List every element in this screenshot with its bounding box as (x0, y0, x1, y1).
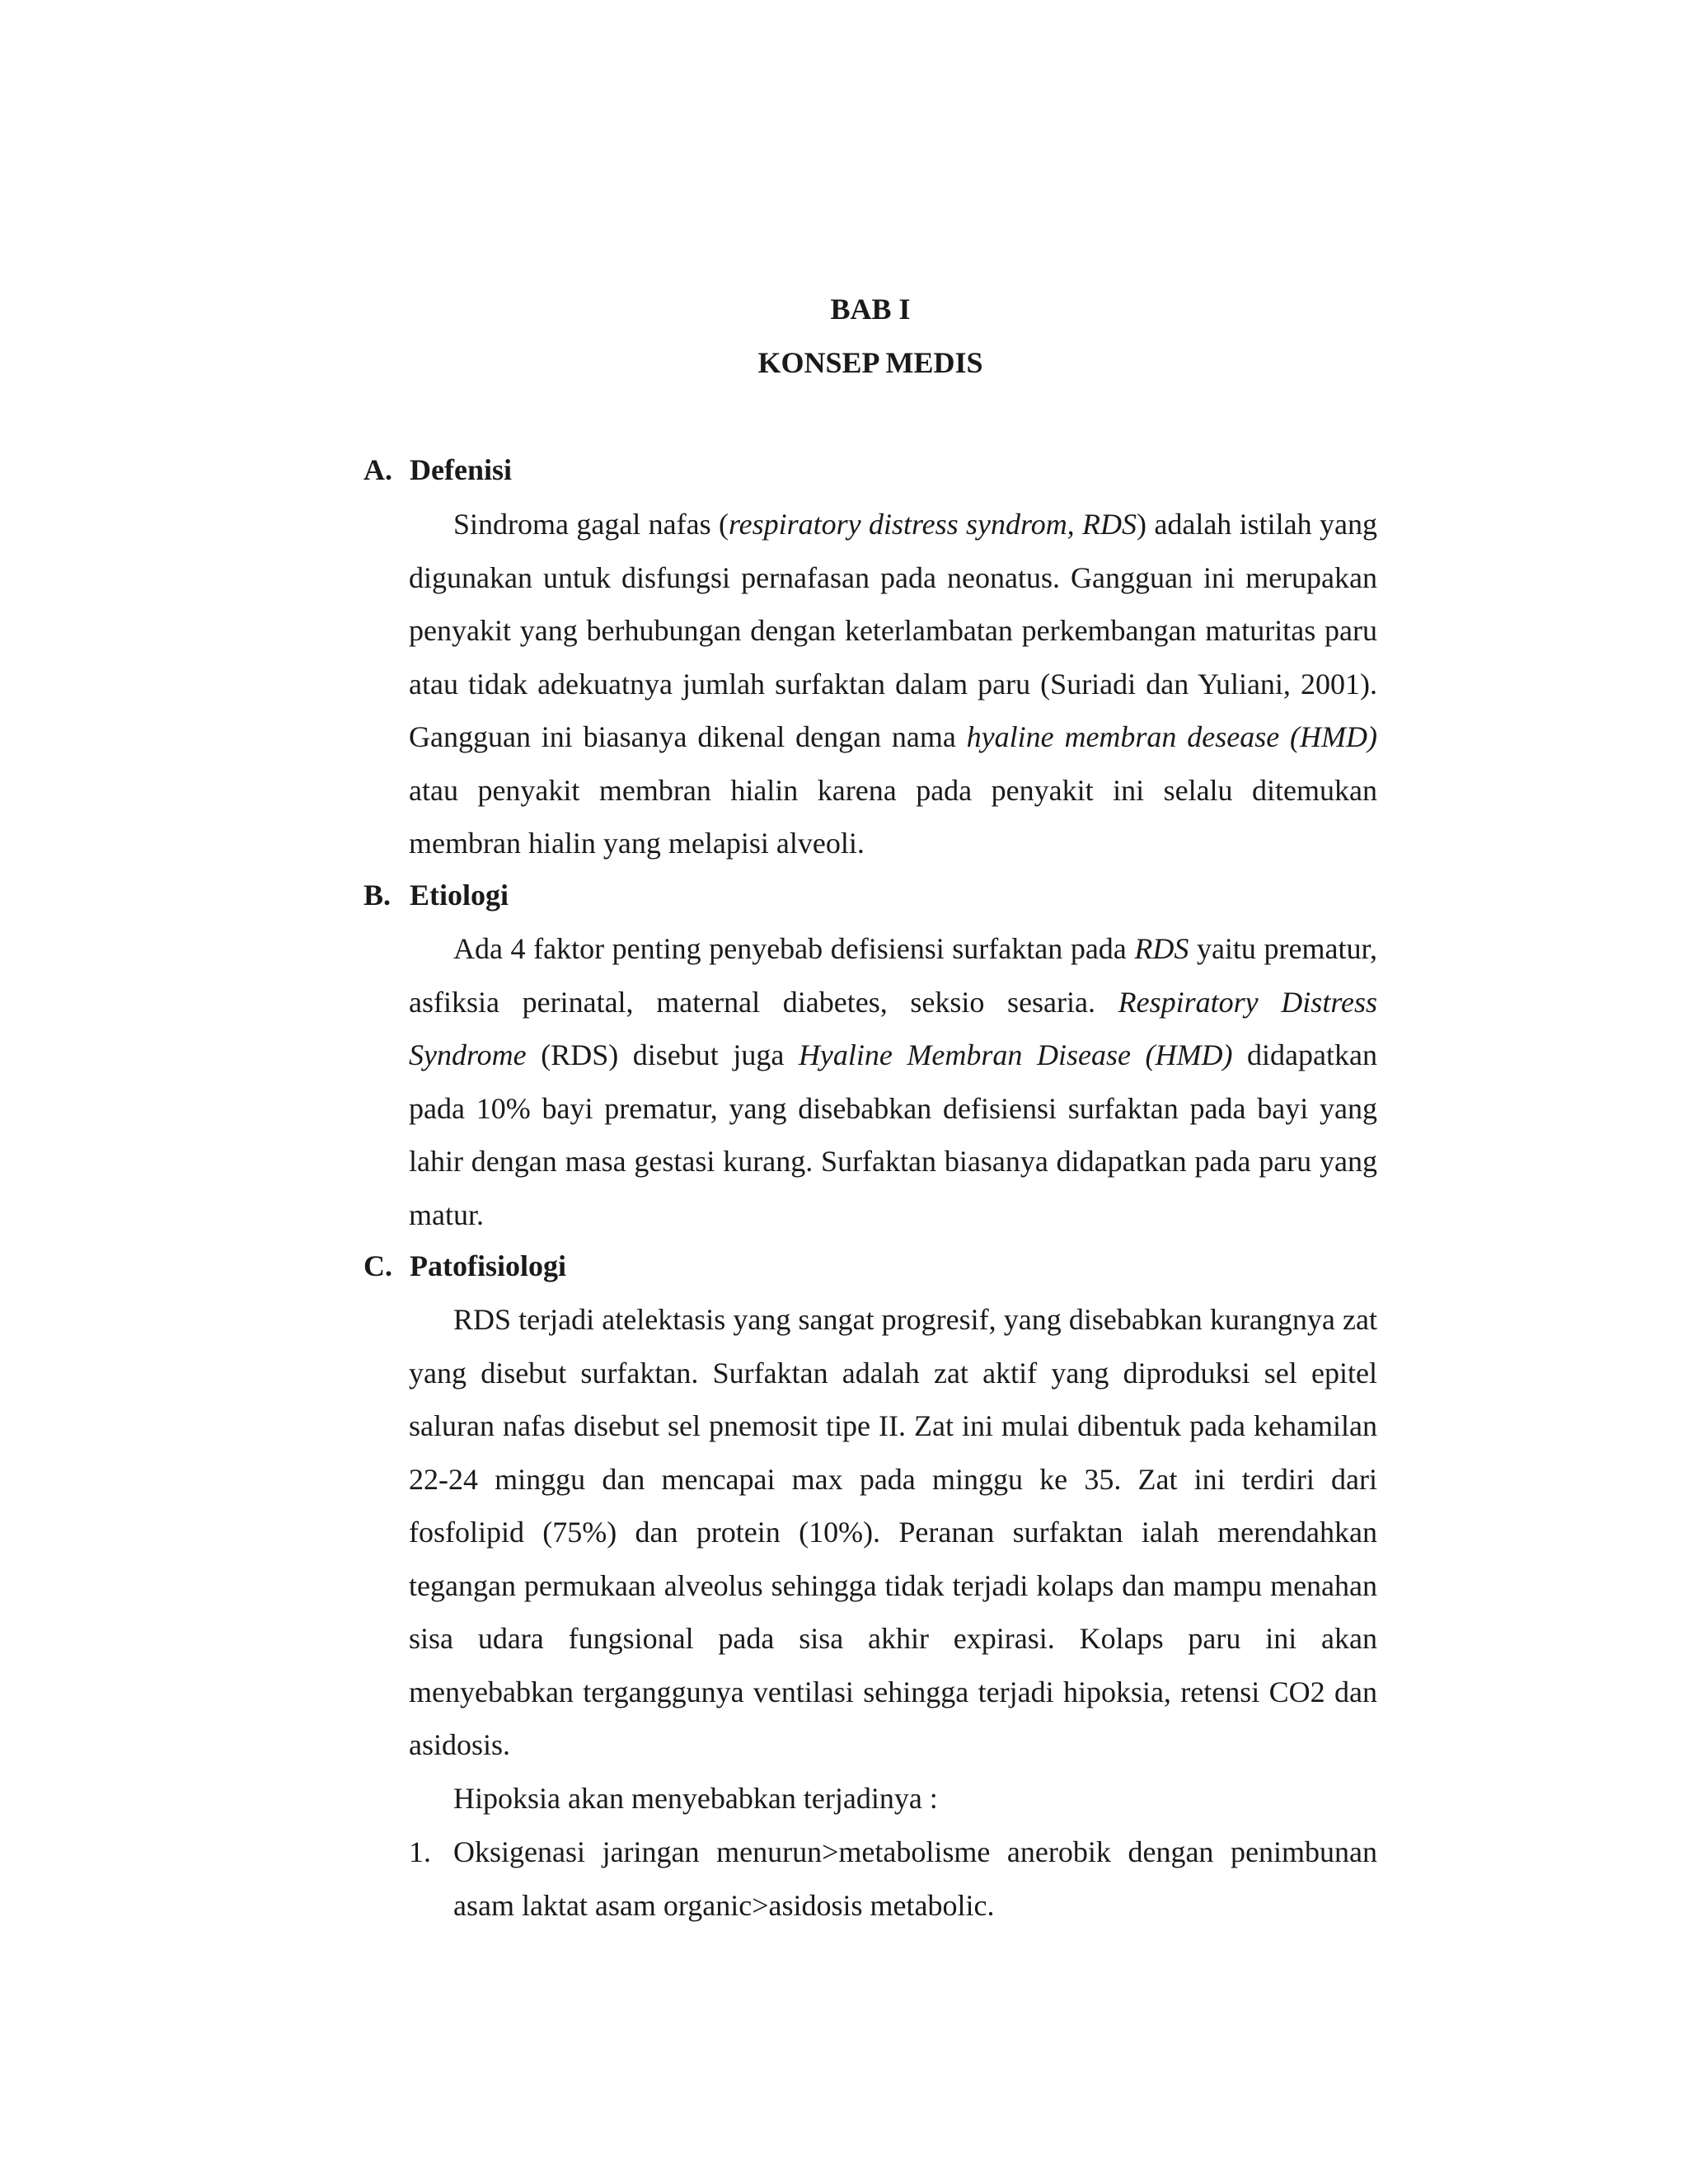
text-run: (RDS) disebut juga (526, 1038, 799, 1071)
section-letter: C. (363, 1249, 392, 1282)
paragraph-etiologi (409, 922, 1377, 1241)
chapter-subtitle: KONSEP MEDIS (757, 346, 983, 379)
text-run: Sindroma gagal nafas ( (453, 508, 729, 541)
section-letter: A. (363, 453, 392, 486)
paragraph-patofisiologi (409, 1293, 1377, 1772)
text-run: atau penyakit membran hialin karena pada penyakit ini selalu ditemukan membran hialin yang melapisi alveoli. (409, 773, 1377, 860)
section-heading-definisi (363, 453, 512, 486)
chapter-title: BAB I (830, 293, 911, 326)
section-title: Etiologi (410, 879, 509, 912)
text-run: Hipoksia akan menyebabkan terjadinya : (453, 1782, 938, 1815)
paragraph-hipoksia-intro (409, 1772, 1377, 1825)
italic-term: Hyaline Membran Disease (HMD) (798, 1038, 1233, 1071)
text-run: ) adalah istilah yang digunakan untuk disfungsi pernafasan pada neonatus. Gangguan ini merupakan penyakit yang berhubungan dengan keterlambatan perkembangan maturitas paru atau tidak adekuatnya jumlah surfaktan dalam paru (Suriadi dan Yuliani, 2001). Gangguan ini biasanya dikenal dengan nama (409, 508, 1377, 753)
section-heading-patofisiologi (363, 1249, 566, 1282)
section-title: Patofisiologi (410, 1249, 566, 1282)
italic-term: respiratory distress syndrom, RDS (728, 508, 1137, 541)
text-run: yaitu prematur, asfiksia perinatal, maternal diabetes, seksio sesaria. (409, 932, 1377, 1019)
section-title: Defenisi (410, 453, 512, 486)
paragraph-definisi (409, 498, 1377, 870)
text-run: Ada 4 faktor penting penyebab defisiensi surfaktan pada (453, 932, 1135, 965)
italic-term: RDS (1134, 932, 1189, 965)
text-run: RDS terjadi atelektasis yang sangat progresif, yang disebabkan kurangnya zat yang disebut surfaktan. Surfaktan adalah zat aktif yang diproduksi sel epitel saluran nafas disebut sel pnemosit tipe II. Zat ini mulai dibentuk pada kehamilan 22-24 minggu dan mencapai max pada minggu ke 35. Zat ini terdiri dari fosfolipid (75%) dan protein (10%). Peranan surfaktan ialah merendahkan tegangan permukaan alveolus sehingga tidak terjadi kolaps dan mampu menahan sisa udara fungsional pada sisa akhir expirasi. Kolaps paru ini akan menyebabkan terganggunya ventilasi sehingga terjadi hipoksia, retensi CO2 dan asidosis. (409, 1303, 1377, 1761)
italic-term: hyaline membran desease (HMD) (966, 720, 1377, 753)
list-number: 1. (409, 1835, 431, 1868)
list-item (409, 1825, 1377, 1932)
section-letter: B. (363, 879, 392, 912)
list-text: Oksigenasi jaringan menurun>metabolisme anerobik dengan penimbunan asam laktat asam organic>asidosis metabolic. (453, 1835, 1377, 1922)
italic-term: Respiratory Distress Syndrome (409, 985, 1377, 1071)
text-run: didapatkan pada 10% bayi prematur, yang disebabkan defisiensi surfaktan pada bayi yang lahir dengan masa gestasi kurang. Surfaktan biasanya didapatkan pada paru yang matur. (409, 1038, 1377, 1231)
section-heading-etiologi (363, 879, 509, 912)
